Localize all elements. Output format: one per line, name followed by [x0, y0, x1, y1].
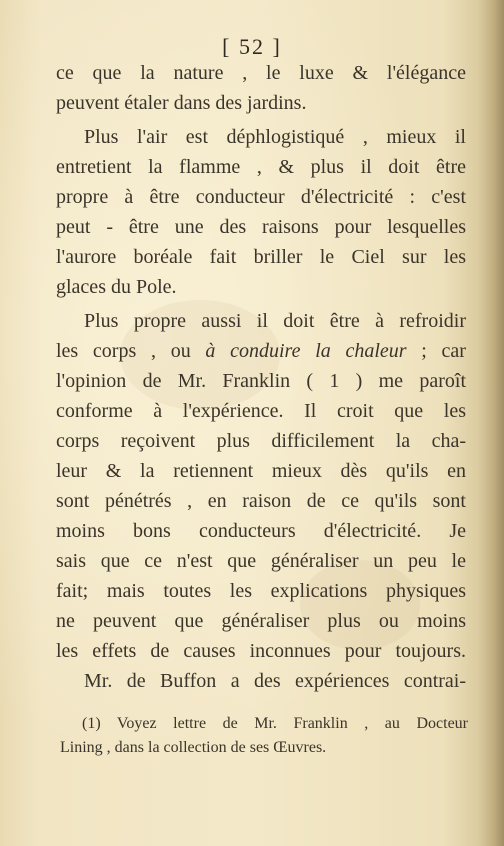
- text-line-with-italic: [56, 336, 466, 366]
- text-line: fait; mais toutes les explications physiques: [56, 580, 466, 602]
- text-line: entretient la flamme , & plus il doit être: [56, 156, 466, 178]
- text-line: Mr. de Buffon a des expériences contrai-: [84, 670, 466, 692]
- text-line: l'aurore boréale fait briller le Ciel sur les: [56, 246, 466, 268]
- italic-phrase: à conduire la chaleur: [205, 340, 407, 362]
- footnote-line: Lining , dans la collection de ses Œuvres.: [60, 739, 327, 756]
- text-line: sont pénétrés , en raison de ce qu'ils sont: [56, 490, 466, 512]
- text-line: leur & la retiennent mieux dès qu'ils en: [56, 460, 466, 482]
- page-number: [ 52 ]: [222, 34, 282, 59]
- text-line: les effets de causes inconnues pour toujours.: [56, 640, 466, 662]
- text-line: propre à être conducteur d'électricité : c'est: [56, 186, 466, 208]
- text-line: Plus l'air est déphlogistiqué , mieux il: [84, 126, 466, 148]
- body-text: [56, 58, 466, 696]
- text-run: les corps , ou: [56, 340, 206, 362]
- text-line: conforme à l'expérience. Il croit que les: [56, 400, 466, 422]
- text-line: ne peuvent que généraliser plus ou moins: [56, 610, 466, 632]
- text-line: peuvent étaler dans des jardins.: [56, 92, 307, 114]
- footnote: [60, 712, 468, 760]
- text-line: sais que ce n'est que généraliser un peu le: [56, 550, 466, 572]
- text-line: ce que la nature , le luxe & l'élégance: [56, 62, 466, 84]
- text-line: Plus propre aussi il doit être à refroidir: [84, 310, 466, 332]
- footnote-line: (1) Voyez lettre de Mr. Franklin , au Docteur: [82, 715, 468, 732]
- text-line: moins bons conducteurs d'électricité. Je: [56, 520, 466, 542]
- text-line: glaces du Pole.: [56, 276, 177, 298]
- page-gutter-shadow: [478, 0, 504, 846]
- text-run: ; car: [406, 340, 466, 362]
- text-line: corps reçoivent plus difficilement la cha-: [56, 430, 466, 452]
- text-line: l'opinion de Mr. Franklin ( 1 ) me paroît: [56, 370, 466, 392]
- text-line: peut - être une des raisons pour lesquelles: [56, 216, 466, 238]
